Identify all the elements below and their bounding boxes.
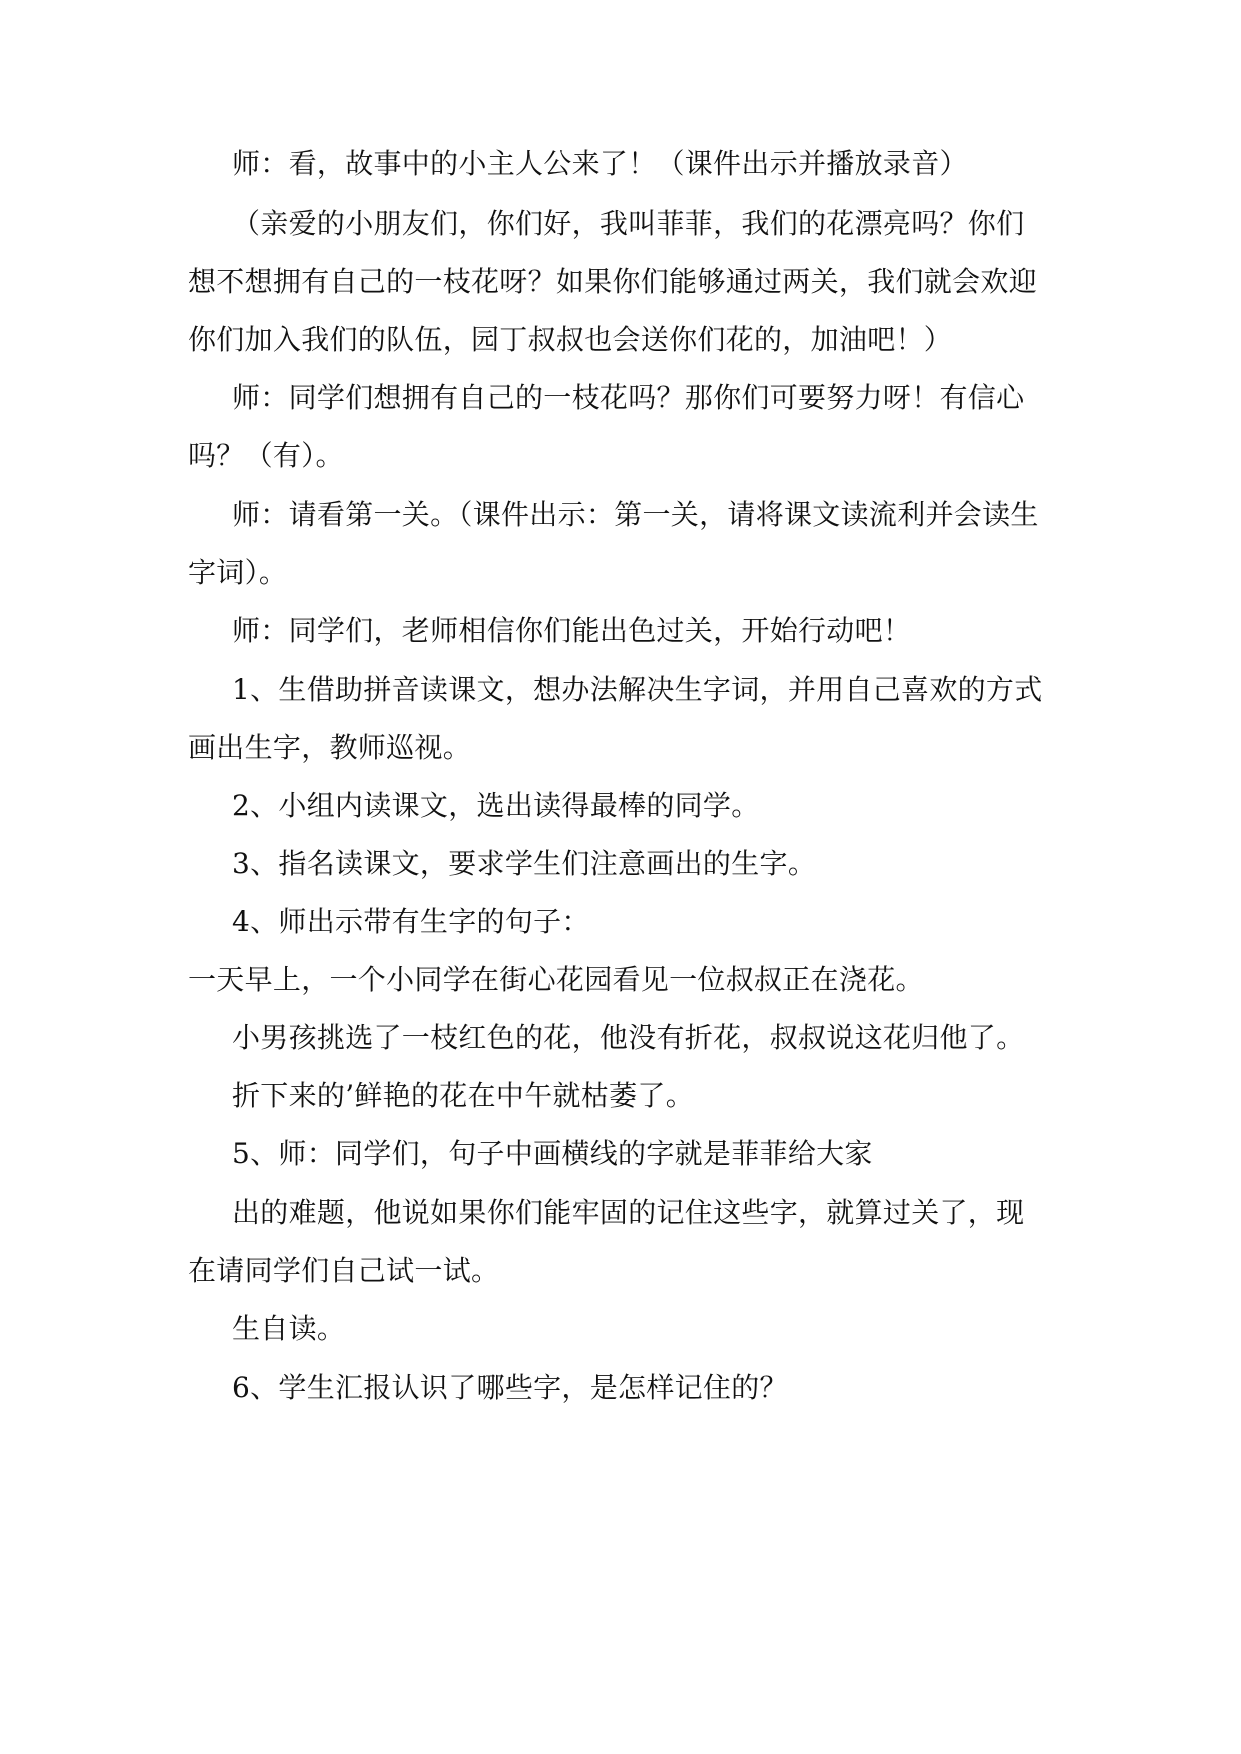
paragraph-line-15: 一天早上，一个小同学在街心花园看见一位叔叔正在浇花。 [188,963,924,996]
paragraph-line-11: 画出生字，教师巡视。 [188,731,472,764]
paragraph-line-16: 小男孩挑选了一枝红色的花，他没有折花，叔叔说这花归他了。 [232,1021,1025,1054]
paragraph-line-7: 师：请看第一关。（课件出示：第一关，请将课文读流利并会读生 [232,498,1039,531]
paragraph-line-8: 字词）。 [188,556,288,589]
paragraph-line-20: 在请同学们自己试一试。 [188,1254,500,1287]
paragraph-line-2: （亲爱的小朋友们，你们好，我叫菲菲，我们的花漂亮吗？你们 [232,207,1025,240]
paragraph-line-9: 师：同学们，老师相信你们能出色过关，开始行动吧！ [232,614,912,647]
paragraph-line-13: 3、指名读课文，要求学生们注意画出的生字。 [232,847,817,880]
paragraph-line-19: 出的难题，他说如果你们能牢固的记住这些字，就算过关了，现 [232,1196,1025,1229]
paragraph-line-21: 生自读。 [232,1312,346,1345]
paragraph-line-3: 想不想拥有自己的一枝花呀？如果你们能够通过两关，我们就会欢迎 [188,265,1038,298]
paragraph-line-6: 吗？（有）。 [188,439,344,472]
paragraph-line-18: 5、师：同学们，句子中画横线的字就是菲菲给大家 [232,1137,873,1170]
paragraph-line-14: 4、师出示带有生字的句子： [232,905,590,938]
paragraph-line-1: 师：看，故事中的小主人公来了！（课件出示并播放录音） [232,147,968,180]
paragraph-line-12: 2、小组内读课文，选出读得最棒的同学。 [232,789,760,822]
paragraph-line-10: 1、生借助拼音读课文，想办法解决生字词，并用自己喜欢的方式 [232,673,1043,706]
paragraph-line-22: 6、学生汇报认识了哪些字，是怎样记住的？ [232,1371,788,1404]
paragraph-line-5: 师：同学们想拥有自己的一枝花吗？那你们可要努力呀！有信心 [232,381,1025,414]
paragraph-line-4: 你们加入我们的队伍，园丁叔叔也会送你们花的，加油吧！） [188,323,953,356]
paragraph-line-17: 折下来的’鲜艳的花在中午就枯萎了。 [232,1079,695,1112]
